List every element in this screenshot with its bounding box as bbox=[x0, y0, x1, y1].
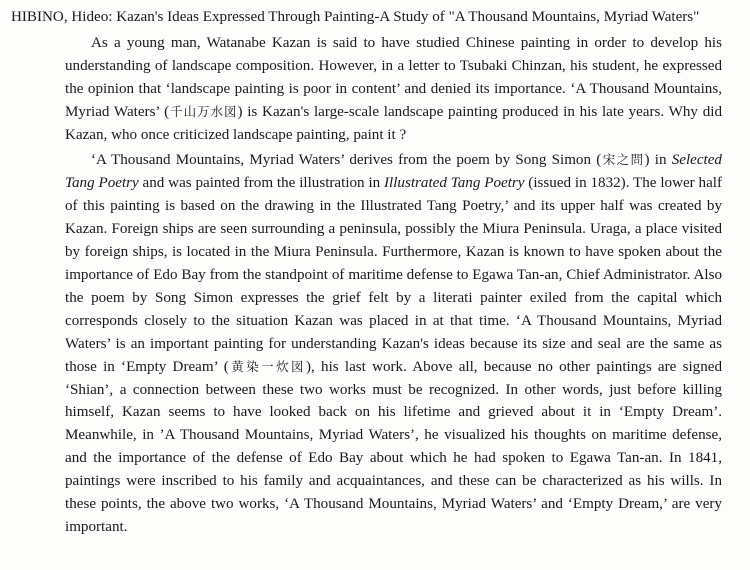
paragraph-1-cjk-title: 千山万水図 bbox=[169, 103, 238, 119]
paragraph-2-text-c: and was painted from the illustration in bbox=[138, 175, 385, 192]
article-title: HIBINO, Hideo: Kazan's Ideas Expressed Through Painting-A Study of "A Thousand Mountains, Myriad Waters" bbox=[11, 9, 700, 25]
paragraph-1-text-b: ) is Kazan's large-scale landscape painting produced in his late years. Why did Kazan, who once criticized landscape painting, paint it ? bbox=[65, 103, 722, 143]
paragraph-2-italic-selected-tang-poetry: Selected Tang Poetry bbox=[65, 152, 722, 192]
paragraph-2-text-a: ‘A Thousand Mountains, Myriad Waters’ derives from the poem by Song Simon ( bbox=[91, 152, 602, 169]
paragraph-2-cjk-empty-dream: 黄染一炊図 bbox=[228, 358, 307, 374]
paragraph-1-text-a: As a young man, Watanabe Kazan is said to have studied Chinese painting in order to develop his understanding of landscape composition. However, in a letter to Tsubaki Chinzan, his student, he expressed the opinion that ‘landscape painting is poor in content’ and denied its importance. ‘A Thousand Mountains, Myriad Waters’ ( bbox=[65, 34, 722, 120]
paragraph-2-text-b: ) in bbox=[644, 152, 672, 169]
paragraph-1 bbox=[11, 32, 722, 147]
paragraph-2 bbox=[11, 149, 722, 538]
paragraph-2-cjk-poet: 宋之問 bbox=[601, 152, 645, 168]
paragraph-2-text-e: ), his last work. Above all, because no other paintings are signed ‘Shian’, a connection between these two works must be recognized. In other words, just before killing himself, Kazan seems to have looked back on his lifetime and grieved about it in ‘Empty Dream’. Meanwhile, in ’A Thousand Mountains, Myriad Waters’, he visualized his thoughts on maritime defense, and the importance of the defense of Edo Bay about which he had spoken to Egawa Tan-an. In 1841, paintings were inscribed to his family and acquaintances, and these can be characterized as his wills. In these points, the above two works, ‘A Thousand Mountains, Myriad Waters’ and ‘Empty Dream,’ are very important. bbox=[65, 358, 722, 535]
paragraph-2-italic-illustrated-tang-poetry: Illustrated Tang Poetry bbox=[384, 175, 525, 192]
paragraph-2-text-d: (issued in 1832). The lower half of this painting is based on the drawing in the Illustrated Tang Poetry,’ and its upper half was created by Kazan. Foreign ships are seen surrounding a peninsula, possibly the Miura Peninsula. Uraga, a place visited by foreign ships, is located in the Miura Peninsula. Furthermore, Kazan is known to have spoken about the importance of Edo Bay from the standpoint of maritime defense to Egawa Tan-an, Chief Administrator. Also the poem by Song Simon expresses the grief felt by a literati painter exiled from the capital which corresponds closely to the situation Kazan was placed in at that time. ‘A Thousand Mountains, Myriad Waters’ is an important painting for understanding Kazan's ideas because its size and seal are the same as those in ‘Empty Dream’ ( bbox=[65, 175, 722, 375]
